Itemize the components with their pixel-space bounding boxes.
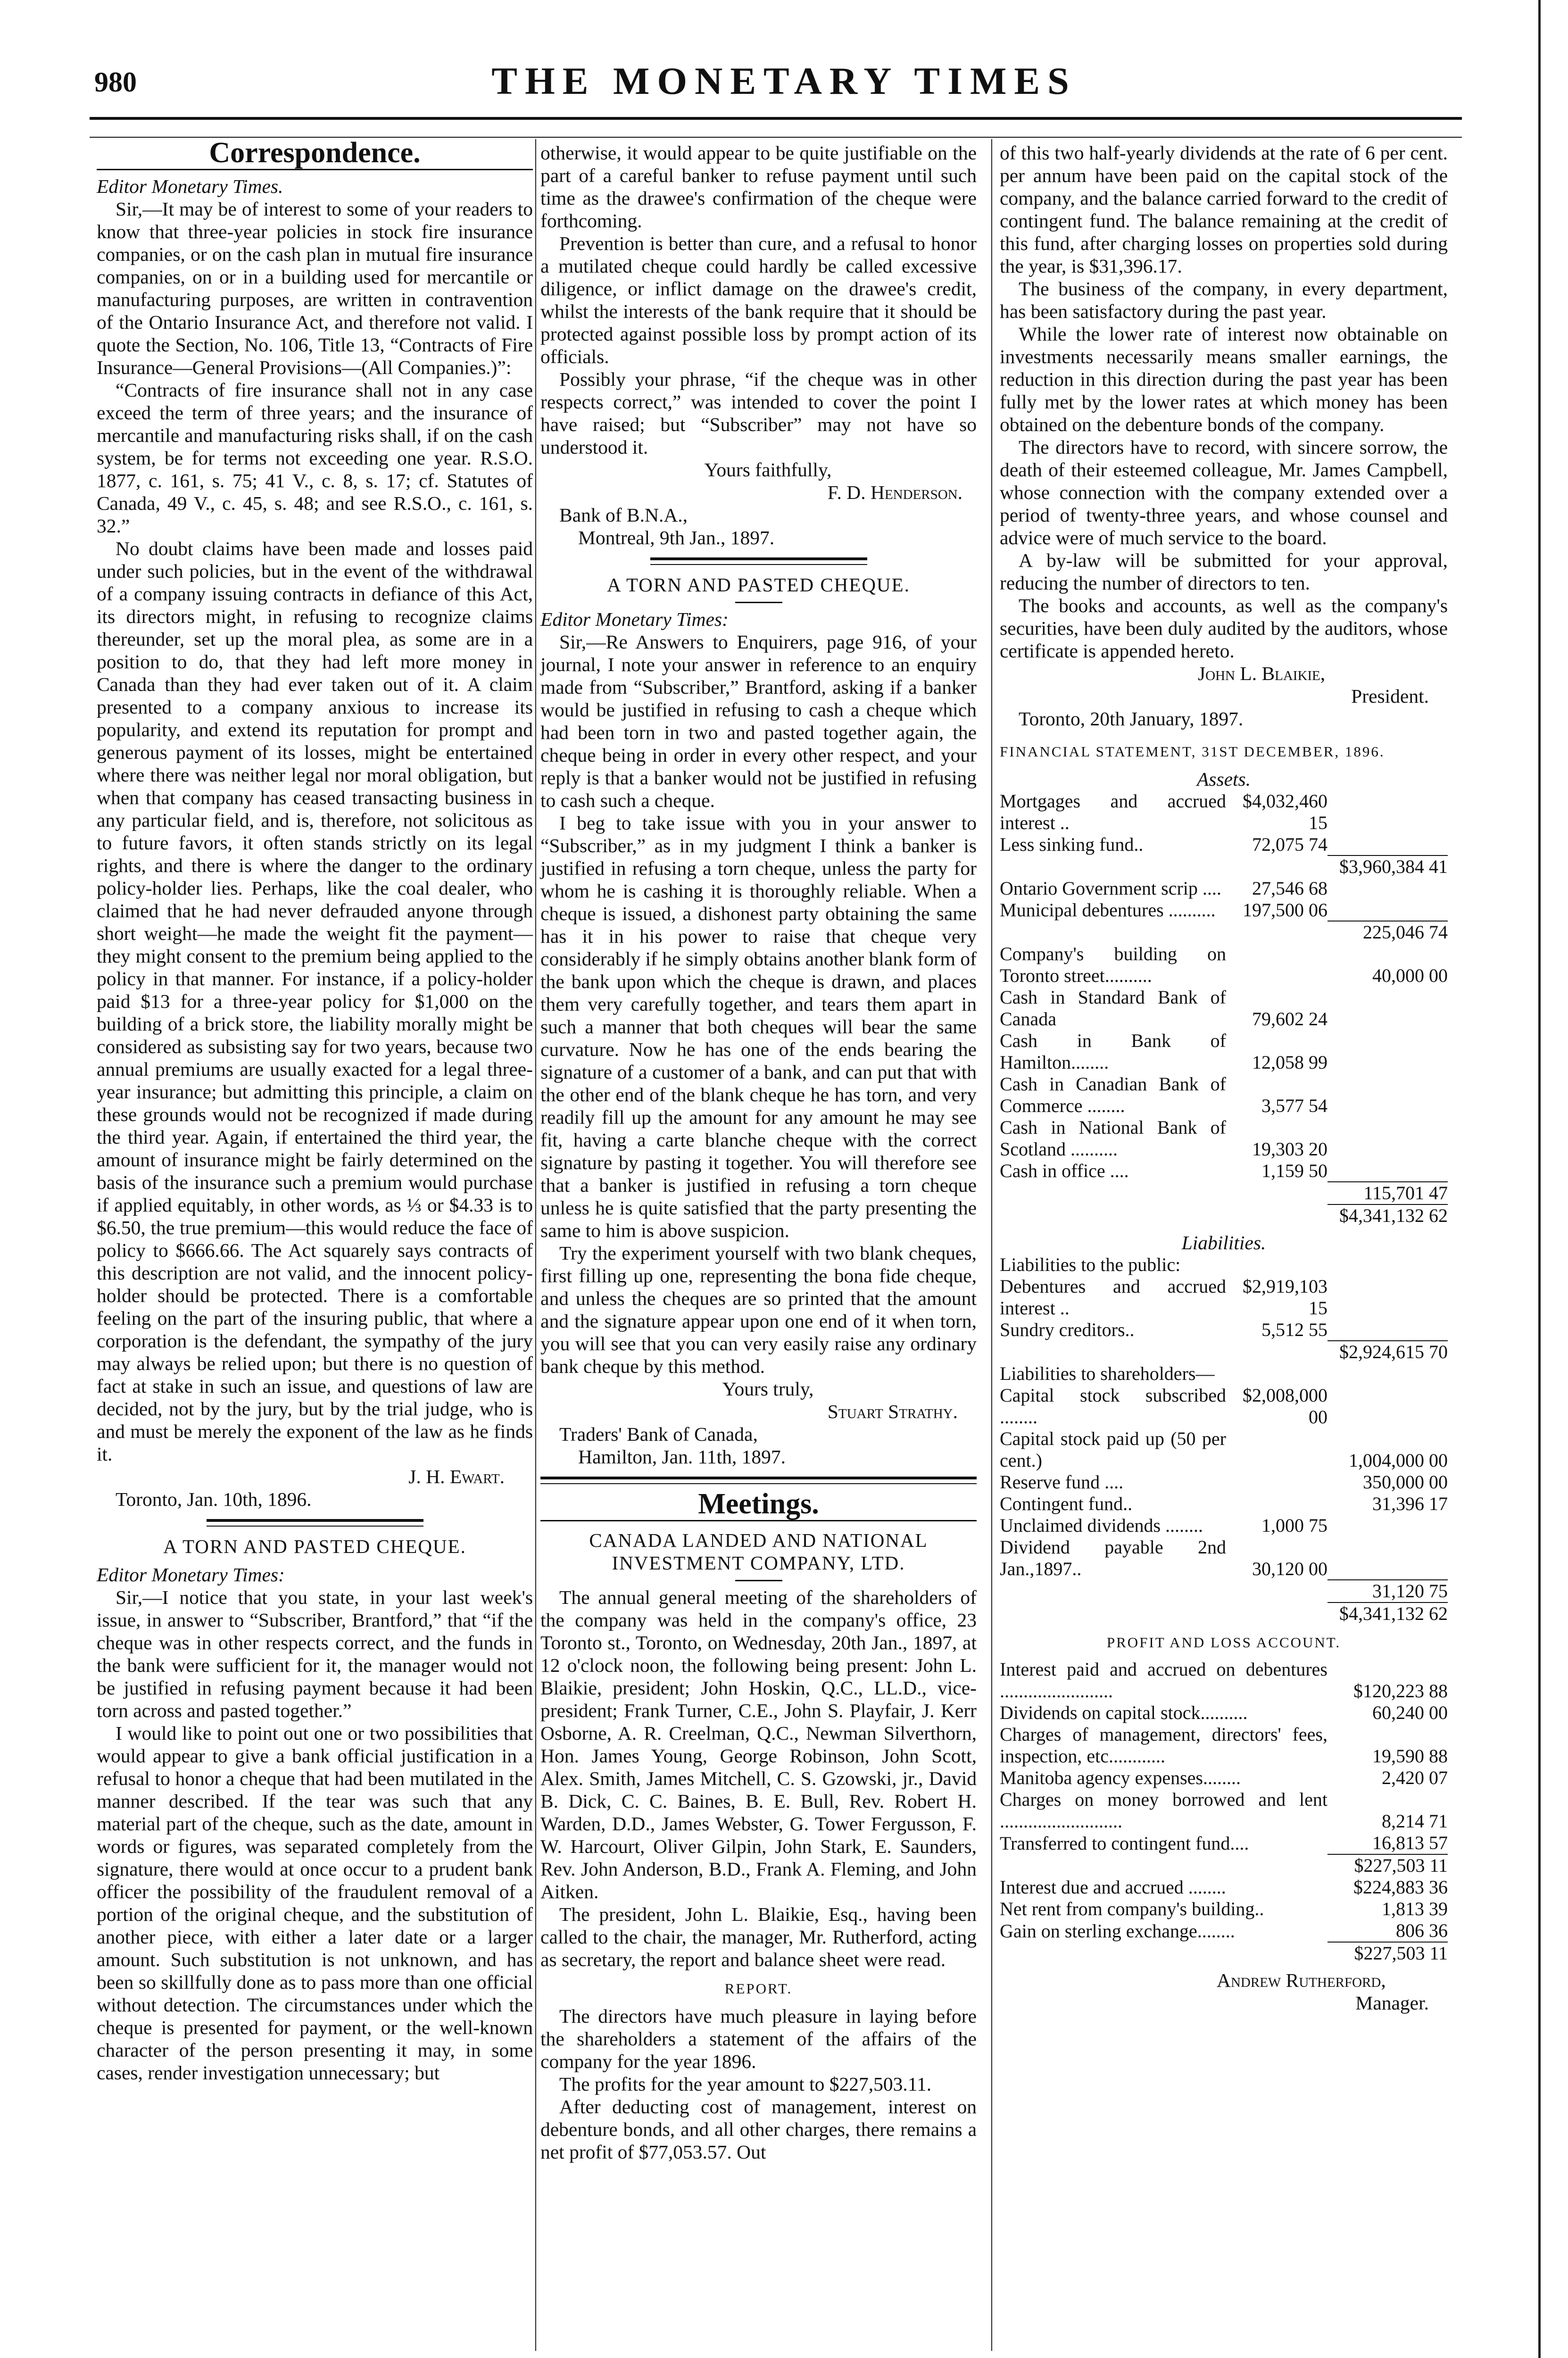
pl-label: Interest paid and accrued on debentures ........................ <box>1000 1659 1327 1702</box>
statement-cell-label: Unclaimed dividends ........ <box>1000 1515 1203 1536</box>
divider <box>650 557 867 565</box>
statement-cell-b <box>1327 1160 1448 1182</box>
pl-label: Transferred to contingent fund.... <box>1000 1833 1249 1854</box>
statement-cell-label: Ontario Government scrip .... <box>1000 878 1221 899</box>
statement-cell-b: 31,120 75 <box>1327 1580 1448 1602</box>
statement-cell-a: 30,120 00 <box>1252 1558 1327 1579</box>
statement-cell-a: 19,303 20 <box>1252 1138 1327 1160</box>
statement-cell-b: 1,004,000 00 <box>1349 1450 1448 1471</box>
statement-cell-a: 1,159 50 <box>1261 1160 1327 1181</box>
header-rule <box>90 117 1462 138</box>
pl-value: 8,214 71 <box>1382 1810 1448 1832</box>
pl-row <box>1000 1920 1448 1942</box>
letter-quote: “Contracts of fire insurance shall not in any case exceed the term of three years; and the insurance of mercantile and manufacturing risks shall, if on the cash system, be for terms not exceeding one year. R.S.O. 1877, c. 161, s. 75; 41 V., c. 8, s. 17; cf. Statutes of Canada, 49 V., c. 45, s. 48; and see R.S.O., c. 161, s. 32.” <box>97 379 533 537</box>
statement-cell-label: Capital stock subscribed ........ <box>1000 1385 1226 1428</box>
pl-value: $224,883 36 <box>1353 1876 1448 1898</box>
report-paragraph: of this two half-yearly dividends at the rate of 6 per cent. per annum have been paid on the capital stock of the company, and the balance carried forward to the credit of contingent fund. The balance remaining at the credit of this fund, after charging losses on properties sold during the year, is $31,396.17. <box>1000 142 1448 277</box>
statement-cell-b: $2,924,615 70 <box>1327 1341 1448 1363</box>
statement-cell-b: 31,396 17 <box>1372 1493 1448 1514</box>
pl-label: Gain on sterling exchange........ <box>1000 1920 1235 1942</box>
statement-cell-b: 40,000 00 <box>1372 965 1448 986</box>
letter-signature: Stuart Strathy. <box>827 1401 958 1422</box>
letter-paragraph: I beg to take issue with you in your answer to “Subscriber,” as in my judgment I think a banker is justified in refusing a torn cheque, unless the party for whom he is cashing it is thoroughly reliable. When a cheque is issued, a dishonest party obtaining the same has it in his power to raise that cheque very considerably if he simply obtains another blank form of the bank upon which the cheque is drawn, and places them very carefully together, and tears them apart in such a manner that both cheques will bear the same curvature. Now he has one of the ends bearing the signature of a customer of a bank, and can put that with the other end of the blank cheque he has torn, and very readily fill up the amount for any amount he may see fit, having a carte blanche cheque with the correct signature by pasting it together. You will therefore see that a banker is justified in refusing a torn cheque unless he is quite satisfied that the party presenting the same to him is above suspicion. <box>540 812 977 1241</box>
statement-row <box>1000 1580 1448 1602</box>
letter-bank: Bank of B.N.A., <box>559 504 688 526</box>
statement-row <box>1000 1471 1448 1493</box>
meeting-paragraph: The president, John L. Blaikie, Esq., having been called to the chair, the manager, Mr. Rutherford, acting as secretary, the report and balance sheet were read. <box>540 1903 977 1970</box>
article-title: A TORN AND PASTED CHEQUE. <box>607 574 910 596</box>
pl-row <box>1000 1876 1448 1898</box>
report-paragraph: The books and accounts, as well as the company's securities, have been duly audited by the auditors, whose certificate is appended hereto. <box>1000 595 1448 662</box>
pl-row <box>1000 1789 1448 1832</box>
statement-row <box>1000 1493 1448 1515</box>
report-paragraph: The business of the company, in every department, has been satisfactory during the past year. <box>1000 278 1448 322</box>
page-number: 980 <box>94 66 137 98</box>
statement-cell-label: Municipal debentures .......... <box>1000 899 1216 921</box>
statement-cell-b <box>1327 1276 1448 1319</box>
meeting-paragraph: The annual general meeting of the shareholders of the company was held in the company's office, 23 Toronto st., Toronto, on Wednesday, 20th Jan., 1897, at 12 o'clock noon, the following being present: John L. Blaikie, president; John Hoskin, Q.C., LL.D., vice-president; Frank Turner, C.E., John S. Playfair, J. Kerr Osborne, A. R. Creelman, Q.C., Newman Silverthorn, Hon. James Young, George Robinson, John Scott, Alex. Smith, James Mitchell, C. S. Gzowski, jr., David B. Dick, C. C. Baines, B. E. Bull, Rev. Robert H. Warden, D.D., James Webster, G. Tower Fergusson, F. W. Harcourt, Oliver Gilpin, John Stark, E. Saunders, Rev. John Anderson, B.D., Frank A. Fleming, and John Aitken. <box>540 1586 977 1902</box>
column-2 <box>540 141 977 2163</box>
pl-value: $227,503 11 <box>1327 1942 1448 1964</box>
page-edge-line <box>1538 0 1541 2358</box>
statement-cell-a <box>1226 1471 1327 1493</box>
statement-cell-b: 225,046 74 <box>1327 921 1448 943</box>
pl-row <box>1000 1767 1448 1789</box>
section-title-correspondence: Correspondence. <box>209 137 421 169</box>
divider <box>207 1519 423 1527</box>
letter-paragraph: Sir,—I notice that you state, in your last week's issue, in answer to “Subscriber, Brantford,” that “if the cheque was in other respects correct, and the funds in the bank were sufficient for it, the manager would not be justified in refusing payment because it had been torn across and pasted together.” <box>97 1586 533 1721</box>
statement-cell-b <box>1327 987 1448 1030</box>
liabilities-table <box>1000 1254 1448 1625</box>
statement-row <box>1000 1073 1448 1117</box>
statement-cell-b <box>1327 1117 1448 1160</box>
pl-value: 806 36 <box>1396 1920 1448 1941</box>
letter-signature: J. H. Ewart. <box>408 1466 505 1487</box>
pl-label: Charges on money borrowed and lent .......................... <box>1000 1789 1327 1832</box>
report-paragraph: While the lower rate of interest now obtainable on investments necessarily means smaller earnings, the reduction in this direction during the past year has been fully met by the lower rates at which money has been obtained on the debenture bonds of the company. <box>1000 323 1448 435</box>
pl-row <box>1000 1942 1448 1964</box>
letter-paragraph: Sir,—It may be of interest to some of your readers to know that three-year policies in stock fire insurance companies, or on the cash plan in mutual fire insurance companies, on or in a building used for mercantile or manufacturing purposes, are written in contravention of the Ontario Insurance Act, and therefore not valid. I quote the Section, No. 106, Title 13, “Contracts of Fire Insurance—General Provisions—(All Companies.)”: <box>97 198 533 378</box>
letter-signature: F. D. Henderson. <box>827 482 962 503</box>
pl-label <box>1000 1854 1327 1876</box>
statement-cell-b <box>1327 1254 1448 1276</box>
statement-cell-label: Sundry creditors.. <box>1000 1319 1135 1340</box>
statement-cell-label: Cash in office .... <box>1000 1160 1129 1181</box>
divider <box>735 1580 782 1581</box>
statement-cell-b <box>1327 790 1448 834</box>
pl-row <box>1000 1702 1448 1724</box>
pl-row <box>1000 1724 1448 1767</box>
statement-row <box>1000 1385 1448 1428</box>
profit-loss-table <box>1000 1659 1448 1964</box>
pl-value: 19,590 88 <box>1372 1745 1448 1767</box>
letter-addressee: Editor Monetary Times. <box>97 175 283 197</box>
pl-value: 16,813 57 <box>1372 1832 1448 1853</box>
statement-row <box>1000 1341 1448 1363</box>
company-heading: CANADA LANDED AND NATIONAL INVESTMENT COMPANY, LTD. <box>589 1529 928 1574</box>
statement-row <box>1000 855 1448 878</box>
statement-cell-a <box>1226 1580 1327 1602</box>
pl-label: Net rent from company's building.. <box>1000 1898 1264 1919</box>
statement-cell-label: Dividend payable 2nd Jan.,1897.. <box>1000 1536 1226 1579</box>
statement-cell-b: 350,000 00 <box>1363 1471 1448 1493</box>
statement-row <box>1000 1276 1448 1319</box>
report-signature-title: President. <box>1351 685 1429 707</box>
statement-cell-b <box>1327 1536 1448 1580</box>
pl-label: Interest due and accrued ........ <box>1000 1876 1226 1898</box>
liabilities-heading: Liabilities. <box>1181 1232 1266 1254</box>
pl-label: Manitoba agency expenses........ <box>1000 1767 1241 1788</box>
statement-cell-label: Reserve fund .... <box>1000 1471 1124 1493</box>
article-title: A TORN AND PASTED CHEQUE. <box>163 1536 466 1557</box>
pl-label: Dividends on capital stock.......... <box>1000 1702 1248 1723</box>
letter-place-date: Hamilton, Jan. 11th, 1897. <box>578 1446 786 1468</box>
statement-cell-a: $4,032,460 15 <box>1243 790 1327 833</box>
statement-row <box>1000 1254 1448 1276</box>
report-place-date: Toronto, 20th January, 1897. <box>1019 708 1244 730</box>
statement-cell-a <box>1226 1182 1327 1204</box>
pl-label <box>1000 1942 1327 1964</box>
statement-cell-b <box>1327 1319 1448 1341</box>
report-signature: John L. Blaikie, <box>1198 663 1326 684</box>
statement-cell-a <box>1226 1204 1327 1227</box>
statement-row <box>1000 943 1448 987</box>
pl-row <box>1000 1832 1448 1854</box>
statement-cell-a: 79,602 24 <box>1252 1008 1327 1030</box>
pl-signature-title: Manager. <box>1355 1992 1429 2014</box>
statement-cell-a: 72,075 74 <box>1252 834 1327 855</box>
statement-cell-b: $4,341,132 62 <box>1327 1204 1448 1227</box>
statement-cell-a: 3,577 54 <box>1261 1095 1327 1116</box>
statement-cell-a: 12,058 99 <box>1252 1052 1327 1073</box>
statement-cell-a <box>1226 921 1327 943</box>
masthead: THE MONETARY TIMES <box>491 59 1077 102</box>
statement-row <box>1000 878 1448 899</box>
assets-heading: Assets. <box>1196 768 1251 790</box>
column-separator <box>535 139 536 2351</box>
statement-cell-label: Mortgages and accrued interest .. <box>1000 790 1226 833</box>
report-paragraph: The directors have to record, with sincere sorrow, the death of their esteemed colleague, Mr. James Campbell, whose connection with the company extended over a period of twenty-three years, and whose counsel and advice were of much service to the board. <box>1000 436 1448 548</box>
letter-paragraph: No doubt claims have been made and losses paid under such policies, but in the event of the withdrawal of a company issuing contracts in defiance of this Act, its directors might, in refusing to recognize claims thereunder, set up the moral plea, as some are in a position to do, that they had left more money in Canada than they had ever taken out of it. A claim presented to a company anxious to increase its popularity, and extend its reputation for prompt and generous payment of its losses, might be entertained where there was neither legal nor moral obligation, but when that company has ceased transacting business in any particular field, and is, therefore, not solicitous as to future favors, it often stands strictly on its legal rights, and there is where the danger to the ordinary policy-holder lies. Perhaps, like the coal dealer, who claimed that he had never defrauded anyone through short weight—he made the weight fit the payment—they might consent to the premium being applied to the policy in that manner. For instance, if a policy-holder paid $13 for a three-year policy for $1,000 on the building of a brick store, the liability morally might be considered as subsisting say for two years, because two annual premiums are usually exacted for a legal three-year insurance; but admitting this principle, a claim on these grounds would not be recognized if made during the third year. Again, if entertained the third year, the amount of insurance might be fairly determined on the basis of the insurance such a premium would purchase if applied equitably, in other words, as ⅓ or $4.33 is to $6.50, the true premium—this would reduce the face of policy to $666.66. The Act squarely says contracts of this description are not valid, and the innocent policy-holder should be protected. There is a comfortable feeling on the part of the insuring public, that where a corporation is the defendant, the sympathy of the jury may always be relied upon; but there is no question of fact at stake in such an issue, and questions of law are decided, not by the jury, but by the trial judge, who is and must be merely the exponent of the law as he finds it. <box>97 538 533 1465</box>
statement-cell-a <box>1226 1341 1327 1363</box>
statement-cell-label: Cash in Canadian Bank of Commerce ........ <box>1000 1073 1226 1116</box>
pl-label: Charges of management, directors' fees, inspection, etc............ <box>1000 1724 1327 1767</box>
statement-cell-label <box>1000 1182 1226 1204</box>
statement-cell-a <box>1226 1363 1327 1385</box>
statement-row <box>1000 790 1448 834</box>
letter-paragraph: I would like to point out one or two possibilities that would appear to give a bank official justification in a refusal to honor a cheque that had been mutilated in the manner described. If the tear was such that any material part of the cheque, such as the date, amount in words or figures, was separated completely from the signature, there would at once occur to a prudent bank officer the possibility of the fraudulent removal of a portion of the original cheque, and the substitution of another piece, with either a later date or a larger amount. Such substitution is not unknown, and has been so skillfully done as to pass more than one official without detection. The circumstances under which the cheque is presented for payment, or the well-known character of the person presenting it may, in some cases, render investigation unnecessary; but <box>97 1722 533 2084</box>
statement-row <box>1000 1030 1448 1073</box>
pl-row <box>1000 1898 1448 1920</box>
letter-place-date: Toronto, Jan. 10th, 1896. <box>116 1488 312 1510</box>
statement-row <box>1000 921 1448 943</box>
letter-closing: Yours faithfully, <box>704 459 832 481</box>
report-paragraph: The profits for the year amount to $227,503.11. <box>559 2073 932 2095</box>
column-3 <box>1000 141 1448 2014</box>
statement-cell-b <box>1327 1030 1448 1073</box>
statement-cell-b <box>1327 1515 1448 1536</box>
profit-loss-title: PROFIT AND LOSS ACCOUNT. <box>1106 1634 1341 1651</box>
pl-row <box>1000 1659 1448 1702</box>
statement-cell-b <box>1327 834 1448 855</box>
statement-cell-label <box>1000 855 1226 878</box>
statement-cell-label: Less sinking fund.. <box>1000 834 1144 855</box>
statement-cell-b: 115,701 47 <box>1327 1182 1448 1204</box>
statement-cell-label: Debentures and accrued interest .. <box>1000 1276 1226 1319</box>
divider <box>540 1477 977 1484</box>
pl-signature: Andrew Rutherford, <box>1217 1969 1386 1991</box>
statement-cell-a <box>1226 943 1327 987</box>
report-paragraph: A by-law will be submitted for your approval, reducing the number of directors to ten. <box>1000 549 1448 594</box>
divider <box>735 602 782 603</box>
statement-cell-label <box>1000 921 1226 943</box>
statement-cell-label: Cash in National Bank of Scotland .......... <box>1000 1117 1226 1160</box>
pl-value: 2,420 07 <box>1382 1767 1448 1788</box>
report-paragraph: After deducting cost of management, interest on debenture bonds, and all other charges, there remains a net profit of $77,053.57. Out <box>540 2096 977 2163</box>
pl-row <box>1000 1854 1448 1876</box>
statement-cell-label <box>1000 1580 1226 1602</box>
statement-row <box>1000 1160 1448 1182</box>
letter-addressee: Editor Monetary Times: <box>97 1564 285 1586</box>
statement-cell-label: Liabilities to shareholders— <box>1000 1363 1215 1384</box>
financial-statement-title: FINANCIAL STATEMENT, 31ST DECEMBER, 1896. <box>1000 743 1385 760</box>
statement-row <box>1000 834 1448 855</box>
statement-cell-label: Cash in Standard Bank of Canada <box>1000 987 1226 1030</box>
statement-cell-label: Contingent fund.. <box>1000 1493 1133 1514</box>
statement-cell-label: Cash in Bank of Hamilton........ <box>1000 1030 1226 1073</box>
pl-value: 60,240 00 <box>1372 1702 1448 1723</box>
statement-cell-b <box>1327 1073 1448 1117</box>
statement-cell-label: Company's building on Toronto street.......... <box>1000 943 1226 986</box>
letter-paragraph: otherwise, it would appear to be quite justifiable on the part of a careful banker to refuse payment until such time as the drawee's confirmation of the cheque were forthcoming. <box>540 142 977 232</box>
statement-cell-a: 27,546 68 <box>1252 878 1327 899</box>
pl-value: 1,813 39 <box>1382 1898 1448 1919</box>
statement-cell-b: $4,341,132 62 <box>1327 1602 1448 1625</box>
statement-row <box>1000 987 1448 1030</box>
statement-cell-b: $3,960,384 41 <box>1327 855 1448 878</box>
statement-cell-a: $2,008,000 00 <box>1243 1385 1327 1428</box>
statement-cell-b <box>1327 1385 1448 1428</box>
letter-paragraph: Sir,—Re Answers to Enquirers, page 916, of your journal, I note your answer in reference to an enquiry made from “Subscriber,” Brantford, asking if a banker would be justified in refusing to cash a cheque which had been torn in two and pasted together again, the cheque being in order in every other respect, and your reply is that a banker would not be justified in refusing to cash such a cheque. <box>540 631 977 811</box>
statement-row <box>1000 1536 1448 1580</box>
statement-cell-a: 5,512 55 <box>1261 1319 1327 1340</box>
statement-cell-b <box>1327 1363 1448 1385</box>
letter-paragraph: Try the experiment yourself with two blank cheques, first filling up one, representing the bona fide cheque, and unless the cheques are so printed that the amount and the signature appear upon one end of it when torn, you will see that you can very easily raise any ordinary bank cheque by this method. <box>540 1242 977 1377</box>
statement-row <box>1000 1182 1448 1204</box>
statement-cell-label <box>1000 1204 1226 1227</box>
pl-value: $227,503 11 <box>1327 1854 1448 1876</box>
divider <box>97 169 533 170</box>
divider <box>540 1520 977 1521</box>
column-separator <box>991 139 992 2351</box>
statement-cell-a: 197,500 06 <box>1243 899 1327 921</box>
statement-cell-label <box>1000 1602 1226 1625</box>
letter-addressee: Editor Monetary Times: <box>540 608 729 630</box>
statement-cell-a <box>1226 1428 1327 1471</box>
statement-row <box>1000 1363 1448 1385</box>
statement-cell-a <box>1226 1493 1327 1515</box>
section-title-meetings: Meetings. <box>698 1488 819 1520</box>
report-heading: REPORT. <box>724 1980 793 1997</box>
statement-row <box>1000 1319 1448 1341</box>
statement-cell-a: 1,000 75 <box>1261 1515 1327 1536</box>
letter-bank: Traders' Bank of Canada, <box>559 1423 758 1445</box>
statement-cell-b <box>1327 878 1448 899</box>
pl-value: $120,223 88 <box>1353 1680 1448 1702</box>
letter-place-date: Montreal, 9th Jan., 1897. <box>578 527 775 548</box>
statement-cell-label: Liabilities to the public: <box>1000 1254 1181 1275</box>
statement-row <box>1000 899 1448 921</box>
letter-paragraph: Possibly your phrase, “if the cheque was in other respects correct,” was intended to cover the point I have raised; but “Subscriber” may not have so understood it. <box>540 368 977 458</box>
statement-cell-label: Capital stock paid up (50 per cent.) <box>1000 1428 1226 1471</box>
assets-table <box>1000 790 1448 1227</box>
statement-cell-a <box>1226 855 1327 878</box>
statement-cell-a <box>1226 1254 1327 1276</box>
report-paragraph: The directors have much pleasure in laying before the shareholders a statement of the affairs of the company for the year 1896. <box>540 2005 977 2072</box>
statement-row <box>1000 1602 1448 1625</box>
column-1 <box>97 137 533 2084</box>
statement-cell-label <box>1000 1341 1226 1363</box>
statement-cell-a <box>1226 1602 1327 1625</box>
statement-row <box>1000 1204 1448 1227</box>
statement-cell-b <box>1327 899 1448 921</box>
statement-row <box>1000 1515 1448 1536</box>
statement-row <box>1000 1428 1448 1471</box>
statement-cell-a: $2,919,103 15 <box>1243 1276 1327 1319</box>
statement-row <box>1000 1117 1448 1160</box>
letter-closing: Yours truly, <box>722 1378 814 1400</box>
letter-paragraph: Prevention is better than cure, and a refusal to honor a mutilated cheque could hardly be called excessive diligence, or inflict damage on the drawee's credit, whilst the interests of the bank require that it should be protected against possible loss by prompt action of its officials. <box>540 232 977 367</box>
